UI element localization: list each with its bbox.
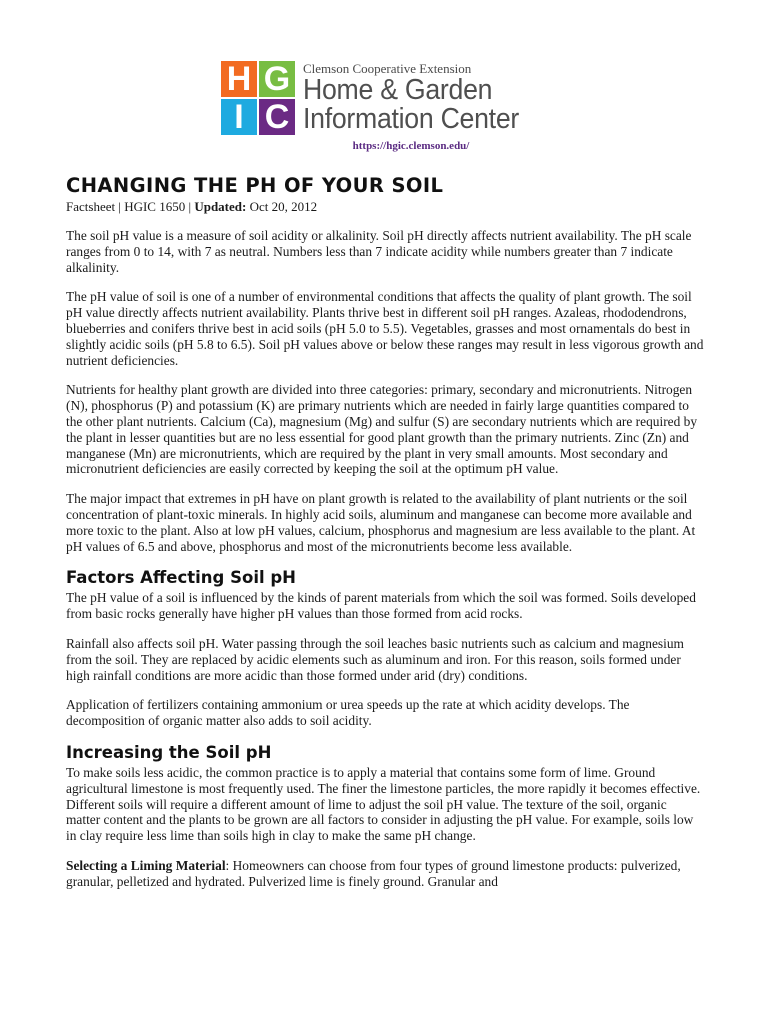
logo-tile-h: H <box>221 61 257 97</box>
increasing-paragraph-2 <box>66 858 704 890</box>
meta-updated-label: Updated: <box>194 199 247 214</box>
site-url-link[interactable]: https://hgic.clemson.edu/ <box>352 140 470 152</box>
logo-letter-grid <box>221 61 295 135</box>
logo-tile-g: G <box>259 61 295 97</box>
logo-tile-c: C <box>259 99 295 135</box>
factors-paragraph-3: Application of fertilizers containing ammonium or urea speeds up the rate at which acidity develops. The decomposition of organic matter also adds to soil acidity. <box>66 697 630 729</box>
meta-prefix: Factsheet | HGIC 1650 | <box>66 199 195 214</box>
logo-tile-i: I <box>221 99 257 135</box>
intro-paragraph-2: The pH value of soil is one of a number of environmental conditions that affects the quality of plant growth. The soil pH value directly affects nutrient availability. Plants thrive best in different soil pH ranges. Azaleas, rhododendrons, blueberries and conifers thrive best in acid soils (pH 5.0 to 5.5). Vegetables, grasses and most ornamentals do best in slightly acidic soils (pH 5.8 to 6.5). Soil pH values above or below these ranges may result in less vigorous growth and nutrient deficiencies. <box>66 289 704 368</box>
logo-line-1: Home & Garden <box>303 74 493 106</box>
article-content <box>66 172 704 890</box>
section-heading-increasing: Increasing the Soil pH <box>66 742 272 762</box>
intro-paragraph-1: The soil pH value is a measure of soil acidity or alkalinity. Soil pH directly affects nutrient availability. The pH scale ranges from 0 to 14, with 7 as neutral. Numbers less than 7 indicate acidity while numbers greater than 7 indicate alkalinity. <box>66 228 692 275</box>
increasing-paragraph-1: To make soils less acidic, the common practice is to apply a material that contains some form of lime. Ground agricultural limestone is most frequently used. The finer the limestone particles, the more rapidly it becomes effective. Different soils will require a different amount of lime to adjust the soil pH value. The texture of the soil, organic matter content and the plants to be grown are all factors to consider in adjusting the pH value. For example, soils low in clay require less lime than soils high in clay to make the same pH change. <box>66 764 701 844</box>
logo-text <box>303 61 538 134</box>
factors-paragraph-2: Rainfall also affects soil pH. Water passing through the soil leaches basic nutrients such as calcium and magnesium from the soil. They are replaced by acidic elements such as aluminum and iron. For this reason, soils formed under high rainfall conditions are more acidic than those formed under arid (dry) conditions. <box>66 635 684 683</box>
hgic-logo <box>221 61 538 135</box>
logo-line-2: Information Center <box>303 103 519 135</box>
factors-paragraph-1: The pH value of a soil is influenced by the kinds of parent materials from which the soil was formed. Soils developed from basic rocks generally have higher pH values than those formed from acid rocks. <box>66 590 696 622</box>
intro-paragraph-3: Nutrients for healthy plant growth are divided into three categories: primary, secondary and micronutrients. Nitrogen (N), phosphorus (P) and potassium (K) are primary nutrients which are needed in fairly large quantities compared to the other plant nutrients. Calcium (Ca), magnesium (Mg) and sulfur (S) are secondary nutrients which are required by the plant in lesser quantities but are no less essential for good plant growth than the primary nutrients. Zinc (Zn) and manganese (Mn) are micronutrients, which are required by the plant in very small amounts. Most secondary and micronutrient deficiencies are easily corrected by keeping the soil at the optimum pH value. <box>66 382 698 477</box>
liming-material-text: : Homeowners can choose from four types of ground limestone products: pulverized, granular, pelletized and hydrated. Pulverized lime is finely ground. Granular and <box>66 857 681 889</box>
liming-material-label: Selecting a Liming Material <box>66 857 226 873</box>
section-heading-factors: Factors Affecting Soil pH <box>66 568 296 588</box>
factsheet-meta <box>66 200 704 214</box>
logo-subtitle: Clemson Cooperative Extension <box>303 61 472 76</box>
page-title: CHANGING THE PH OF YOUR SOIL <box>66 174 444 197</box>
meta-updated-value: Oct 20, 2012 <box>246 199 318 214</box>
intro-paragraph-4: The major impact that extremes in pH have on plant growth is related to the availability of plant nutrients or the soil concentration of plant-toxic minerals. In highly acid soils, aluminum and manganese can become more available and more toxic to the plant. Also at low pH values, calcium, phosphorus and magnesium are less available to the plant. At pH values of 6.5 and above, phosphorus and most of the micronutrients become less available. <box>66 491 696 554</box>
